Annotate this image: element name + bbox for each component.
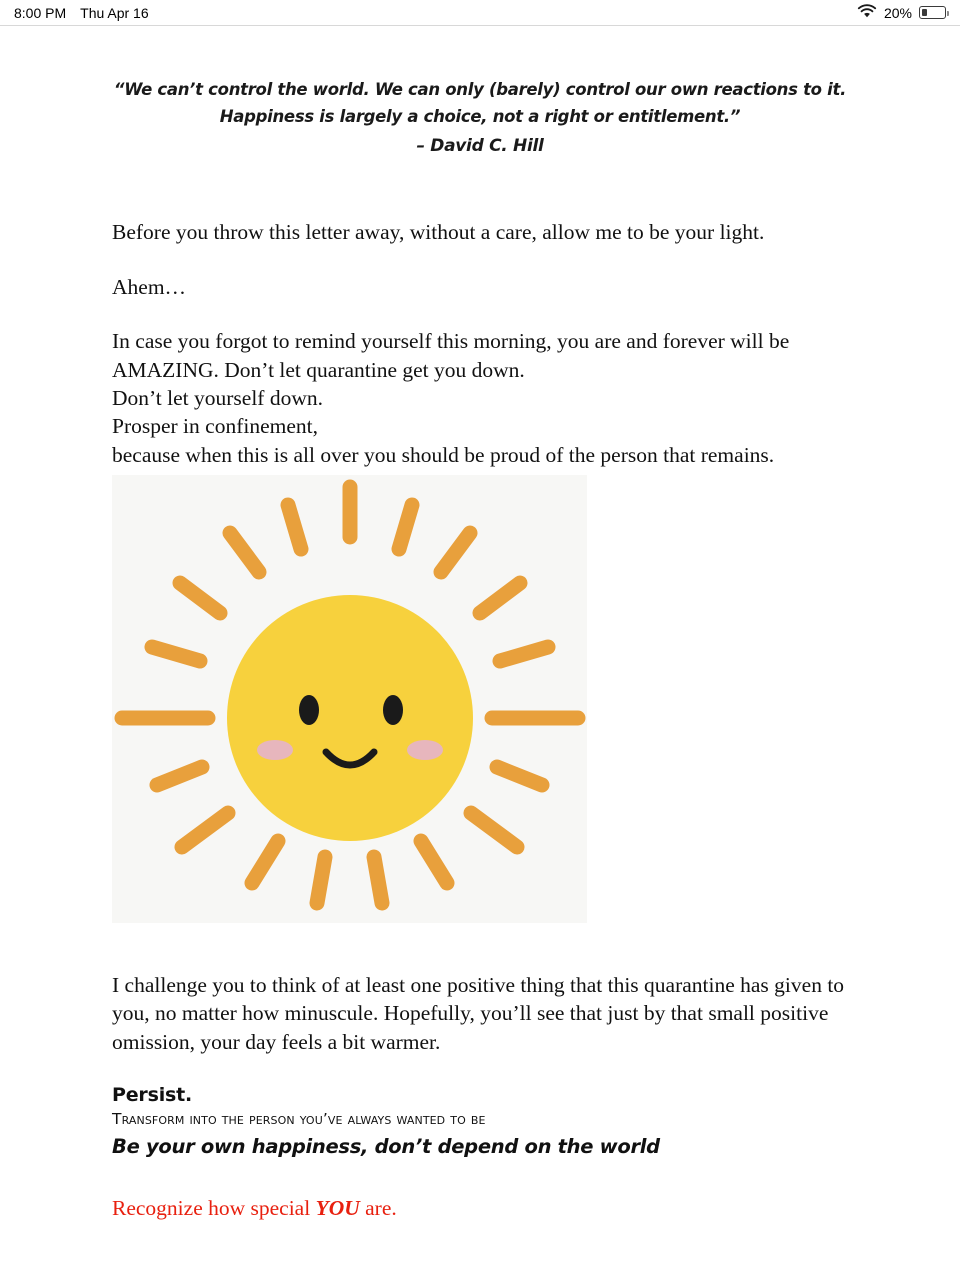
- challenge-paragraph: [0, 971, 960, 1056]
- quote-attribution: – David C. Hill: [416, 136, 544, 157]
- paragraph-body-1: In case you forgot to remind yourself this morning, you are and forever will be AMAZING. Don’t let quarantine get you down.: [112, 329, 790, 382]
- letter-body: [0, 218, 960, 923]
- recognize-line: [0, 1196, 960, 1221]
- paragraph-body-4: because when this is all over you should be proud of the person that remains.: [112, 442, 775, 467]
- paragraph-intro: Before you throw this letter away, without a care, allow me to be your light.: [112, 220, 765, 245]
- status-time: 8:00 PM: [14, 4, 67, 21]
- status-date: Thu Apr 16: [80, 4, 149, 21]
- battery-percent-label: 20%: [883, 4, 912, 21]
- battery-icon: [919, 6, 946, 19]
- status-bar-right: [857, 4, 946, 22]
- quote-text: “We can’t control the world. We can only (barely) control our own reactions to it. Happiness is largely a choice, not a right or entitlement.”: [113, 80, 847, 127]
- challenge-text-part-2: one positive thing that this quarantine has given to you, no matter how minuscule. Hopefully, you’ll see that just by that small positive omission, your day feels a bit warmer.: [112, 973, 845, 1054]
- quote-block: [0, 26, 960, 160]
- recognize-prefix: Recognize how special: [112, 1196, 316, 1221]
- closing-block: [0, 1084, 960, 1158]
- letter-page: [0, 26, 960, 1280]
- challenge-text-part-1: I challenge you to think of: [112, 973, 345, 998]
- paragraph-ahem: Ahem…: [112, 274, 187, 299]
- be-your-own-happiness-line: Be your own happiness, don’t depend on the world: [112, 1135, 660, 1159]
- paragraph-body-2: Don’t let yourself down.: [112, 385, 323, 410]
- status-bar-left: [14, 5, 149, 21]
- recognize-you: YOU: [315, 1196, 360, 1221]
- transform-line: Transform into the person you’ve always wanted to be: [112, 1110, 486, 1129]
- paragraph-body-3: Prosper in confinement,: [112, 414, 318, 439]
- recognize-suffix: are.: [359, 1196, 397, 1221]
- challenge-emphasis: at least: [344, 973, 406, 998]
- smiling-sun-illustration: [112, 475, 587, 923]
- sun-icon: [112, 475, 587, 923]
- wifi-icon: [857, 4, 877, 22]
- persist-line: Persist.: [112, 1084, 193, 1107]
- status-bar: [0, 0, 960, 26]
